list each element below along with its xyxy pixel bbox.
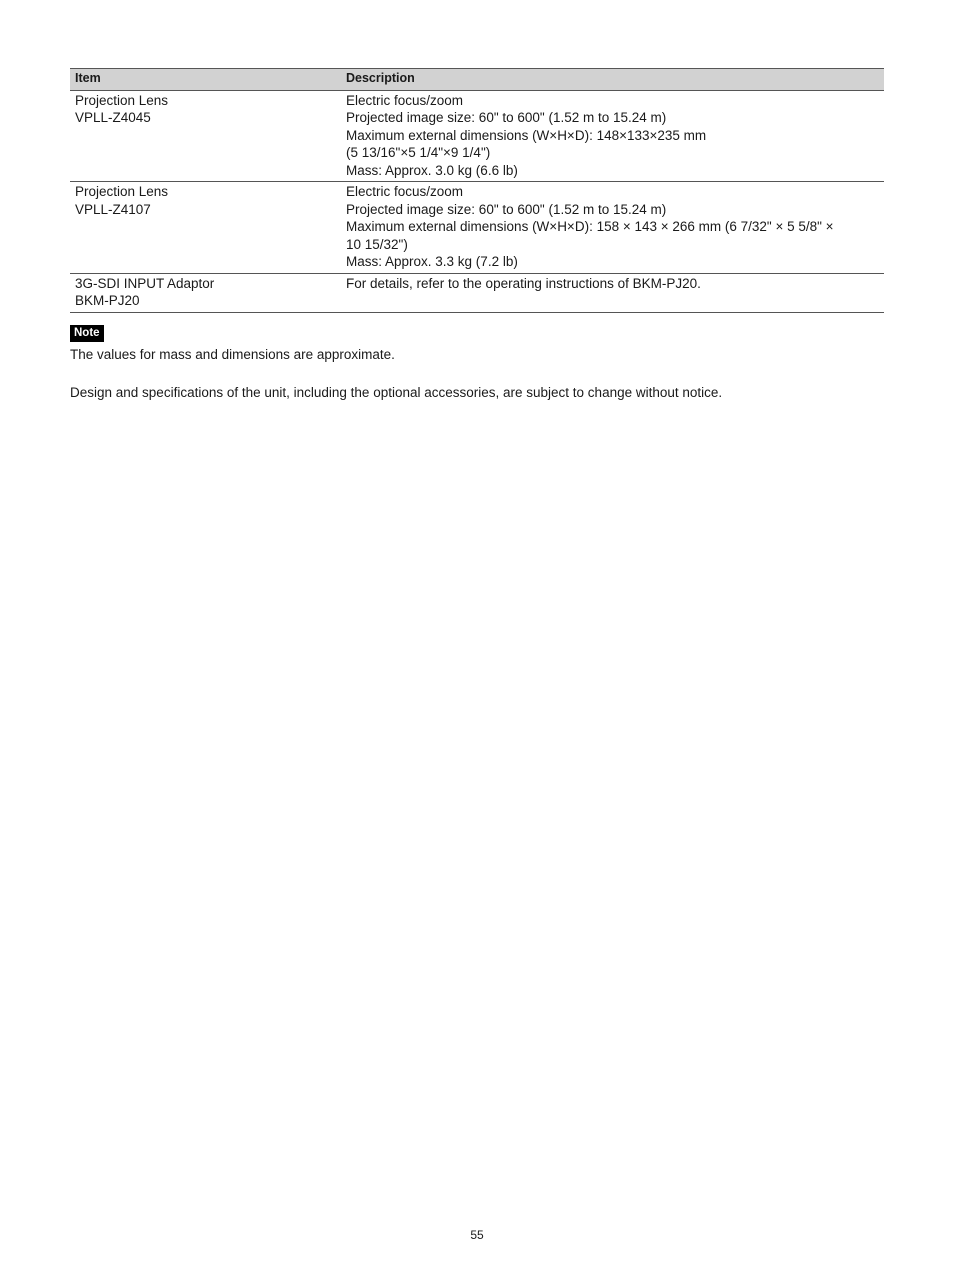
description-line: Mass: Approx. 3.3 kg (7.2 lb)	[346, 254, 518, 269]
item-name: 3G-SDI INPUT Adaptor	[75, 275, 215, 291]
item-name: Projection Lens	[75, 184, 169, 199]
item-cell	[70, 90, 341, 182]
header-item: Item	[70, 69, 341, 91]
note-badge: Note	[70, 325, 104, 342]
description-cell	[341, 182, 884, 274]
item-model: BKM-PJ20	[75, 293, 140, 308]
description-line: For details, refer to the operating instructions of BKM-PJ20.	[346, 275, 701, 291]
description-line: Projected image size: 60" to 600" (1.52 m to 15.24 m)	[346, 201, 667, 217]
table-row	[70, 90, 884, 182]
item-model: VPLL-Z4107	[75, 201, 151, 217]
description-line: (5 13/16"×5 1/4"×9 1/4")	[346, 145, 491, 160]
description-line: Maximum external dimensions (W×H×D): 158 × 143 × 266 mm (6 7/32" × 5 5/8" ×	[346, 219, 834, 234]
description-line: 10 15/32")	[346, 236, 408, 252]
description-line: Electric focus/zoom	[346, 184, 464, 199]
description-cell	[341, 273, 884, 312]
table-row	[70, 273, 884, 312]
note-text: The values for mass and dimensions are approximate.	[70, 347, 395, 362]
disclaimer-text: Design and specifications of the unit, including the optional accessories, are subject to change without notice.	[70, 385, 723, 400]
description-line: Maximum external dimensions (W×H×D): 148×133×235 mm	[346, 127, 707, 143]
item-model: VPLL-Z4045	[75, 110, 151, 125]
item-cell	[70, 273, 341, 312]
description-cell	[341, 90, 884, 182]
header-description: Description	[341, 69, 884, 91]
item-cell	[70, 182, 341, 274]
item-name: Projection Lens	[75, 92, 169, 108]
page-number: 55	[470, 1228, 484, 1242]
table-row	[70, 182, 884, 274]
description-line: Mass: Approx. 3.0 kg (6.6 lb)	[346, 162, 518, 178]
description-line: Electric focus/zoom	[346, 92, 464, 108]
table-header-row	[70, 69, 884, 91]
description-line: Projected image size: 60" to 600" (1.52 m to 15.24 m)	[346, 110, 667, 125]
specifications-table	[70, 68, 884, 313]
